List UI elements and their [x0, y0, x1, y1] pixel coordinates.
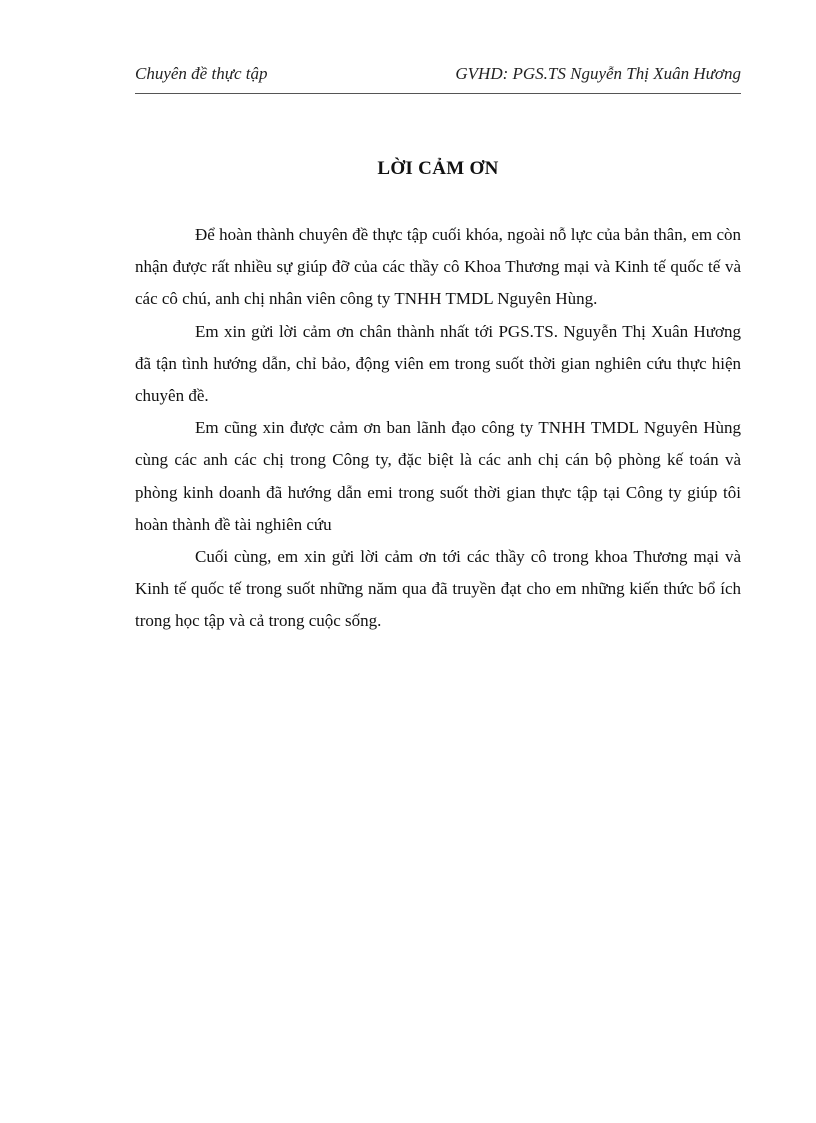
paragraph: Cuối cùng, em xin gửi lời cảm ơn tới các thầy cô trong khoa Thương mại và Kinh tế quốc tế trong suốt những năm qua đã truyền đạt cho em những kiến thức bổ ích trong học tập và cả trong cuộc sống. — [135, 547, 741, 631]
header-course-title: Chuyên đề thực tập — [135, 64, 268, 83]
page-header — [135, 64, 741, 90]
header-supervisor: GVHD: PGS.TS Nguyễn Thị Xuân Hương — [455, 64, 741, 83]
header-divider — [135, 93, 741, 94]
acknowledgement-body — [135, 219, 741, 638]
paragraph: Để hoàn thành chuyên đề thực tập cuối khóa, ngoài nỗ lực của bản thân, em còn nhận được rất nhiều sự giúp đỡ của các thầy cô Khoa Thương mại và Kinh tế quốc tế và các cô chú, anh chị nhân viên công ty TNHH TMDL Nguyên Hùng. — [135, 225, 741, 309]
page-title: LỜI CẢM ƠN — [377, 158, 499, 179]
paragraph: Em xin gửi lời cảm ơn chân thành nhất tới PGS.TS. Nguyễn Thị Xuân Hương đã tận tình hướng dẫn, chỉ bảo, động viên em trong suốt thời gian nghiên cứu thực hiện chuyên đề. — [135, 321, 741, 406]
paragraph: Em cũng xin được cảm ơn ban lãnh đạo công ty TNHH TMDL Nguyên Hùng cùng các anh các chị trong Công ty, đặc biệt là các anh chị cán bộ phòng kế toán và phòng kinh doanh đã hướng dẫn emi trong suốt thời gian thực tập tại Công ty giúp tôi hoàn thành đề tài nghiên cứu — [135, 418, 741, 534]
